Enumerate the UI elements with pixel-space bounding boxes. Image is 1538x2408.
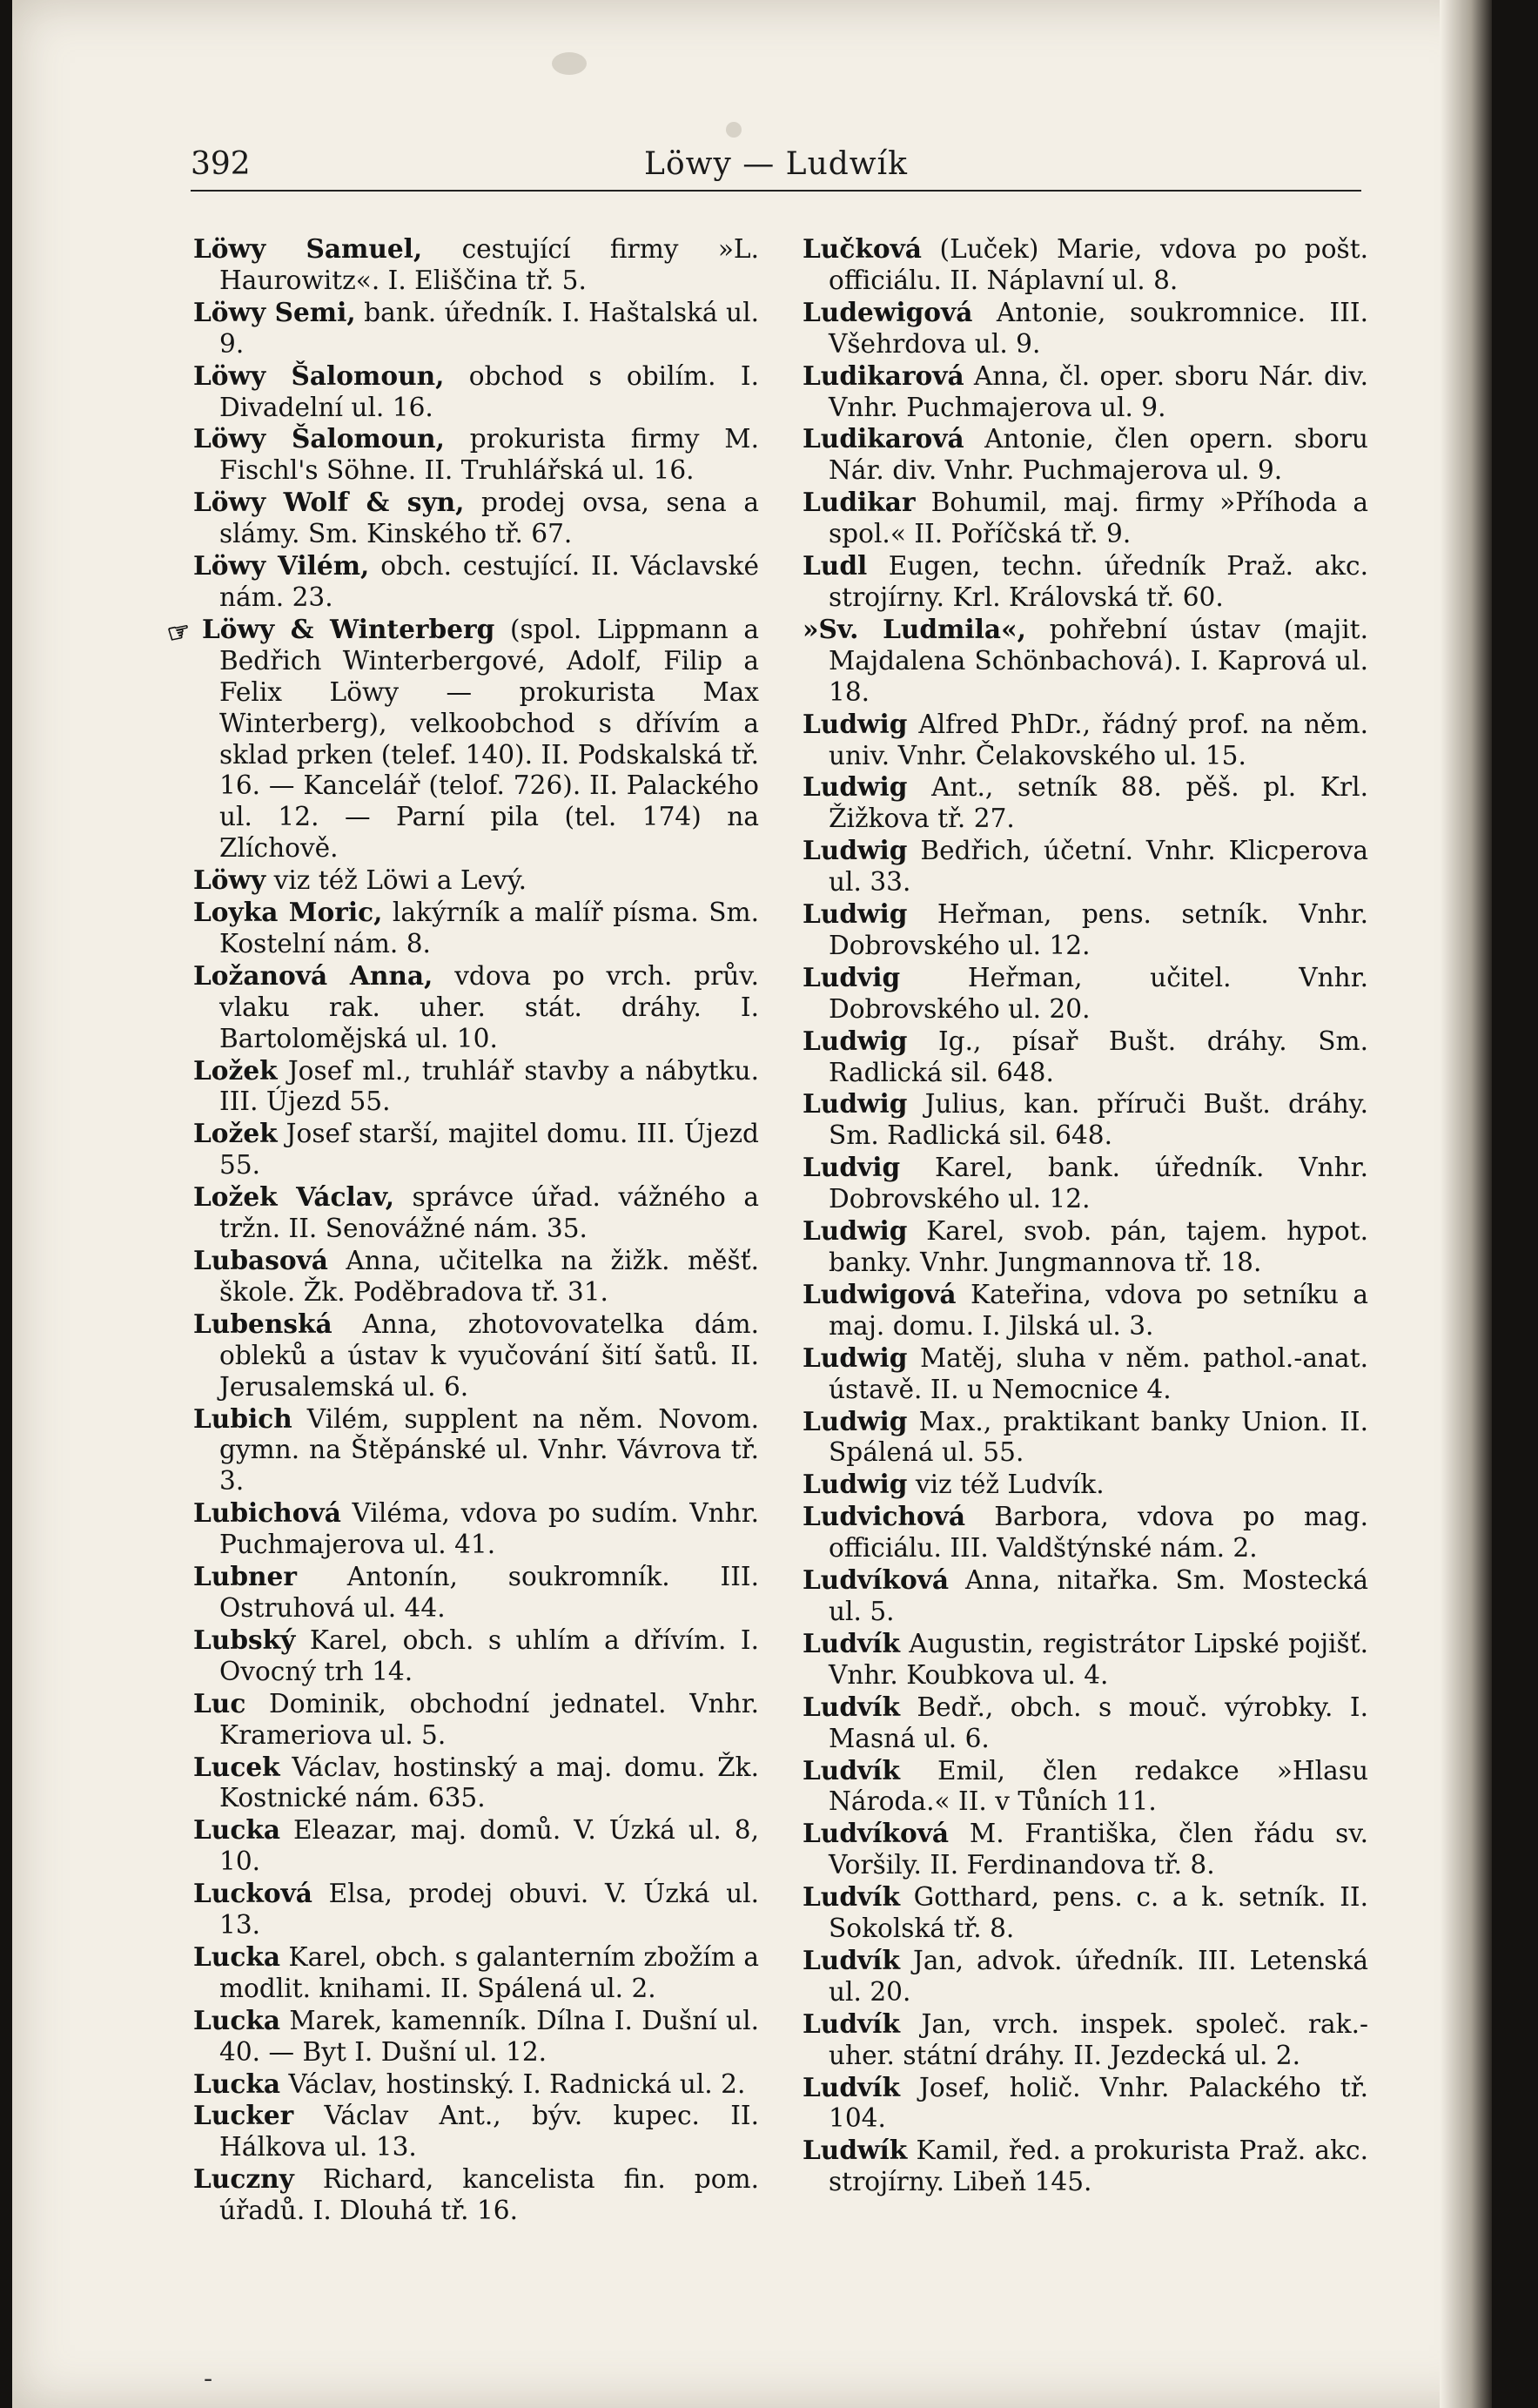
entry-details: Augustin, registrátor Lipské pojišť. Vnhr. Koubkova ul. 4. — [829, 1628, 1368, 1690]
entry-details: M. Františka, člen řádu sv. Voršily. II. Ferdinandova tř. 8. — [829, 1819, 1368, 1880]
entry-name: Ludvíková — [803, 1564, 950, 1596]
entry-name: Lubenská — [193, 1308, 332, 1339]
directory-entry — [193, 2005, 759, 2068]
directory-entry — [803, 1215, 1368, 1279]
running-title: Löwy — Ludwík — [644, 146, 908, 182]
entry-name: Lucka — [193, 1941, 281, 1972]
entry-name: Ludikar — [803, 487, 916, 518]
entry-details: (spol. Lippmann a Bedřich Winterbergové, Adolf, Filip a Felix Löwy — prokurista Max Winterberg), velkoobchod s dřívím a sklad prken (telef. 140). II. Podskalská tř. 16. — Kancelář (telof. 726). II. Palackého ul. 12. — Parní pila (tel. 174) na Zlíchově. — [219, 614, 759, 864]
directory-entry — [193, 2100, 759, 2163]
entry-name: Lucker — [193, 2100, 294, 2131]
entry-details: Jan, vrch. inspek. společ. rak.-uher. státní dráhy. II. Jezdecká ul. 2. — [829, 2008, 1368, 2070]
directory-entry — [803, 962, 1368, 1026]
entry-details: Richard, kancelista fin. pom. úřadů. I. Dlouhá tř. 16. — [219, 2164, 759, 2226]
directory-entry — [193, 487, 759, 550]
directory-entry — [803, 709, 1368, 772]
entry-details: Elsa, prodej obuvi. V. Úzká ul. 13. — [219, 1879, 759, 1941]
entry-name: Luczny — [193, 2163, 294, 2195]
entry-name: Löwy Wolf & syn, — [193, 487, 465, 518]
entry-details: Ant., setník 88. pěš. pl. Krl. Žižkova tř. 27. — [829, 772, 1368, 834]
entry-name: Ludikarová — [803, 423, 964, 454]
entry-name: Lubich — [193, 1402, 292, 1434]
entry-name: Ludwig — [803, 771, 908, 803]
entry-name: »Sv. Ludmila«, — [803, 613, 1026, 644]
entry-details: vdova po vrch. prův. vlaku rak. uher. stát. dráhy. I. Bartolomějská ul. 10. — [219, 960, 759, 1053]
entry-name: Lubichová — [193, 1497, 341, 1529]
directory-entry — [803, 360, 1368, 424]
directory-entry — [803, 297, 1368, 360]
directory-entry — [193, 1752, 759, 1815]
directory-entry — [803, 1945, 1368, 2008]
entry-name: Ludvig — [803, 961, 901, 992]
entry-name: Ložek Václav, — [193, 1181, 395, 1213]
directory-entry — [193, 1941, 759, 2005]
entry-details: (Luček) Marie, vdova po pošt. officiálu. II. Náplavní ul. 8. — [829, 234, 1368, 295]
directory-entry — [193, 1245, 759, 1308]
entry-name: Lučková — [803, 233, 922, 264]
entry-details: Kamil, řed. a prokurista Praž. akc. strojírny. Libeň 145. — [829, 2136, 1368, 2197]
entry-name: Ložek — [193, 1118, 278, 1149]
directory-entry — [193, 1624, 759, 1688]
directory-entry — [803, 2072, 1368, 2136]
directory-entry — [193, 550, 759, 614]
entry-name: Ludwík — [803, 2135, 908, 2166]
entry-details: Václav Ant., býv. kupec. II. Hálkova ul. 13. — [219, 2101, 759, 2162]
entry-name: Ludvík — [803, 1627, 900, 1658]
entry-details: Václav, hostinský a maj. domu. Žk. Kostnické nám. 635. — [219, 1752, 759, 1813]
entry-details: Anna, čl. oper. sboru Nár. div. Vnhr. Puchmajerova ul. 9. — [829, 360, 1368, 422]
entry-details: správce úřad. vážného a tržn. II. Senovážné nám. 35. — [219, 1182, 759, 1244]
directory-entry — [193, 297, 759, 360]
directory-entry — [803, 233, 1368, 297]
entry-details: Gotthard, pens. c. a k. setník. II. Sokolská tř. 8. — [829, 1882, 1368, 1944]
entry-name: Löwy & Winterberg — [202, 613, 495, 644]
entry-details: lakýrník a malíř písma. Sm. Kostelní nám. 8. — [219, 898, 759, 958]
entry-details: Jan, advok. úředník. III. Letenská ul. 20. — [829, 1945, 1368, 2007]
entry-name: Ludvík — [803, 2071, 900, 2102]
entry-name: Ludwig — [803, 1088, 908, 1120]
directory-entry — [193, 2068, 759, 2101]
entry-details: pohřební ústav (majit. Majdalena Schönbachová). I. Kaprová ul. 18. — [829, 614, 1368, 707]
directory-entry — [193, 1055, 759, 1119]
directory-entry — [193, 864, 759, 897]
entry-details: Dominik, obchodní jednatel. Vnhr. Krameriova ul. 5. — [219, 1688, 759, 1750]
entry-name: Ludvichová — [803, 1501, 966, 1532]
entry-name: Ludwig — [803, 1215, 908, 1247]
directory-entry — [193, 960, 759, 1055]
entry-name: Lubský — [193, 1624, 296, 1655]
directory-entry — [803, 1026, 1368, 1089]
directory-entry — [803, 1342, 1368, 1406]
entry-details: Antonín, soukromník. III. Ostruhová ul. 44. — [219, 1562, 759, 1623]
entry-details: Julius, kan. příruči Bušt. dráhy. Sm. Radlická sil. 648. — [829, 1089, 1368, 1151]
entry-name: Ludwig — [803, 1405, 908, 1436]
entry-name: Ludvík — [803, 1944, 900, 1975]
entry-details: Karel, obch. s galanterním zbožím a modlit. knihami. II. Spálená ul. 2. — [219, 1941, 759, 2003]
entry-details: Vilém, supplent na něm. Novom. gymn. na Štěpánské ul. Vnhr. Vávrova tř. 3. — [219, 1403, 759, 1497]
entry-details: Alfred PhDr., řádný prof. na něm. univ. Vnhr. Čelakovského ul. 15. — [829, 709, 1368, 770]
entry-name: Lucka — [193, 1814, 281, 1846]
entry-name: Loyka Moric, — [193, 897, 383, 928]
directory-entry — [193, 1688, 759, 1752]
pointing-hand-icon: ☞ — [164, 615, 194, 650]
directory-entry — [803, 1628, 1368, 1692]
directory-entry — [803, 1279, 1368, 1342]
directory-entry — [803, 1152, 1368, 1215]
directory-entry — [803, 1755, 1368, 1819]
entry-details: Václav, hostinský. I. Radnická ul. 2. — [280, 2068, 746, 2099]
page-header — [191, 146, 1361, 192]
directory-entry — [803, 2135, 1368, 2198]
entry-details: Barbora, vdova po mag. officiálu. III. Valdštýnské nám. 2. — [829, 1502, 1368, 1564]
entry-name: Ludikarová — [803, 360, 964, 391]
directory-page — [12, 0, 1492, 2408]
directory-entry — [193, 1878, 759, 1941]
entry-details: Karel, obch. s uhlím a dřívím. I. Ovocný trh 14. — [219, 1624, 759, 1686]
left-column — [164, 233, 760, 2227]
directory-entry — [193, 1814, 759, 1878]
directory-entry — [193, 1403, 759, 1498]
entry-name: Löwy Vilém, — [193, 550, 370, 582]
directory-entry — [193, 1308, 759, 1403]
entry-name: Lucka — [193, 2004, 281, 2035]
entry-name: Ludwig — [803, 708, 908, 739]
directory-entry — [803, 1818, 1368, 1881]
entry-details: Karel, bank. úředník. Vnhr. Dobrovského ul. 12. — [829, 1153, 1368, 1214]
entry-details: Heřman, učitel. Vnhr. Dobrovského ul. 20. — [829, 962, 1368, 1024]
entry-details: Bedřich, účetní. Vnhr. Klicperova ul. 33. — [829, 836, 1368, 898]
entry-details: Josef ml., truhlář stavby a nábytku. III. Újezd 55. — [219, 1055, 759, 1117]
entry-name: Ludwig — [803, 835, 908, 866]
entry-name: Ludvík — [803, 2008, 900, 2039]
directory-entry — [803, 2008, 1368, 2072]
directory-entry — [803, 487, 1368, 550]
entry-name: Lubasová — [193, 1245, 328, 1275]
entry-details: Josef, holič. Vnhr. Palackého tř. 104. — [829, 2072, 1368, 2134]
entry-details: Emil, člen redakce »Hlasu Národa.« II. v Tůních 11. — [829, 1755, 1368, 1817]
entry-details: prokurista firmy M. Fischl's Söhne. II. Truhlářská ul. 16. — [219, 424, 759, 486]
directory-entry — [803, 898, 1368, 962]
entry-name: Ludewigová — [803, 296, 973, 327]
entry-name: Ludwig — [803, 1025, 908, 1056]
directory-entry — [803, 1881, 1368, 1945]
directory-entry — [803, 1564, 1368, 1628]
entry-name: Löwy Šalomoun, — [193, 423, 445, 454]
directory-entry — [193, 423, 759, 487]
entry-name: Ludl — [803, 550, 868, 582]
directory-entry — [803, 1501, 1368, 1564]
entry-name: Ludvík — [803, 1691, 900, 1722]
entry-details: prodej ovsa, sena a slámy. Sm. Kinského tř. 67. — [219, 488, 759, 549]
entry-details: Viléma, vdova po sudím. Vnhr. Puchmajerova ul. 41. — [219, 1498, 759, 1560]
entry-details: Ig., písař Bušt. dráhy. Sm. Radlická sil. 648. — [829, 1026, 1368, 1087]
entry-details: Karel, svob. pán, tajem. hypot. banky. Vnhr. Jungmannova tř. 18. — [829, 1216, 1368, 1277]
entry-details: Bohumil, maj. firmy »Příhoda a spol.« II. Poříčská tř. 9. — [829, 488, 1368, 549]
directory-entry — [803, 1406, 1368, 1470]
entry-name: Ložanová Anna, — [193, 959, 433, 991]
entry-details: cestující firmy »L. Haurowitz«. I. Eliščina tř. 5. — [219, 234, 759, 295]
entry-name: Lubner — [193, 1561, 297, 1592]
entry-details: Eugen, techn. úředník Praž. akc. strojírny. Krl. Královská tř. 60. — [829, 551, 1368, 612]
entry-details: Josef starší, majitel domu. III. Újezd 55. — [219, 1119, 759, 1180]
entry-details: Eleazar, maj. domů. V. Úzká ul. 8, 10. — [219, 1815, 759, 1877]
entry-details: Bedř., obch. s mouč. výrobky. I. Masná ul. 6. — [829, 1692, 1368, 1753]
page-number: 392 — [191, 146, 251, 182]
entry-name: Luc — [193, 1687, 246, 1719]
entry-name: Löwy Šalomoun, — [193, 360, 445, 391]
entry-name: Ludwig — [803, 1469, 908, 1500]
entry-name: Löwy — [193, 864, 266, 896]
directory-entry — [193, 1118, 759, 1181]
entry-name: Ludvík — [803, 1754, 900, 1786]
entry-details: Heřman, pens. setník. Vnhr. Dobrovského ul. 12. — [829, 899, 1368, 960]
directory-entry — [193, 1561, 759, 1624]
entry-details: Anna, zhotovovatelka dám. obleků a ústav k vyučování šití šatů. II. Jerusalemská ul. 6. — [219, 1308, 759, 1402]
directory-entry — [193, 2163, 759, 2227]
directory-entry — [803, 1088, 1368, 1152]
directory-entry — [193, 1497, 759, 1561]
entry-details: Max., praktikant banky Union. II. Spálená ul. 55. — [829, 1406, 1368, 1468]
directory-entry — [193, 360, 759, 424]
entry-details: bank. úředník. I. Haštalská ul. 9. — [219, 297, 759, 359]
directory-entry — [803, 1469, 1368, 1501]
entry-details: Antonie, člen opern. sboru Nár. div. Vnhr. Puchmajerova ul. 9. — [829, 424, 1368, 486]
entry-details: Matěj, sluha v něm. pathol.-anat. ústavě. II. u Nemocnice 4. — [829, 1342, 1368, 1404]
entry-name: Löwy Semi, — [193, 296, 356, 327]
book-spine-shadow — [1440, 0, 1492, 2408]
entry-name: Ludvík — [803, 1881, 900, 1913]
right-column — [803, 233, 1368, 2198]
entry-name: Ludwig — [803, 898, 908, 930]
entry-details: viz též Löwi a Levý. — [265, 865, 527, 896]
directory-entry — [803, 835, 1368, 898]
entry-details: obch. cestující. II. Václavské nám. 23. — [219, 551, 759, 612]
entry-details: Antonie, soukromnice. III. Všehrdova ul. 9. — [829, 297, 1368, 359]
entry-name: Lucka — [193, 2068, 281, 2099]
directory-entry — [193, 233, 759, 297]
entry-details: Kateřina, vdova po setníku a maj. domu. I. Jilská ul. 3. — [829, 1279, 1368, 1341]
margin-mark: - — [204, 2364, 213, 2394]
entry-details: Anna, nitařka. Sm. Mostecká ul. 5. — [829, 1565, 1368, 1626]
directory-entry — [803, 550, 1368, 614]
entry-name: Ludvíková — [803, 1818, 950, 1849]
entry-name: Ludvig — [803, 1152, 901, 1183]
entry-details: obchod s obilím. I. Divadelní ul. 16. — [219, 360, 760, 422]
entry-name: Ludwig — [803, 1342, 908, 1373]
entry-name: Lucek — [193, 1751, 280, 1782]
directory-entry — [164, 613, 759, 864]
entry-details: Anna, učitelka na žižk. měšť. škole. Žk. Poděbradova tř. 31. — [219, 1246, 759, 1307]
entry-name: Lucková — [193, 1878, 312, 1909]
directory-entry — [803, 771, 1368, 835]
directory-entry — [193, 1181, 759, 1245]
entry-details: viz též Ludvík. — [907, 1470, 1105, 1500]
directory-entry — [803, 614, 1368, 709]
entry-details: Marek, kamenník. Dílna I. Dušní ul. 40. — Byt I. Dušní ul. 12. — [219, 2005, 759, 2067]
entry-name: Ludwigová — [803, 1278, 957, 1309]
paper-stain — [552, 52, 587, 75]
directory-entry — [803, 1692, 1368, 1755]
paper-stain — [726, 122, 742, 138]
entry-name: Löwy Samuel, — [193, 233, 423, 264]
directory-entry — [193, 897, 759, 960]
entry-name: Ložek — [193, 1054, 278, 1086]
directory-entry — [803, 423, 1368, 487]
